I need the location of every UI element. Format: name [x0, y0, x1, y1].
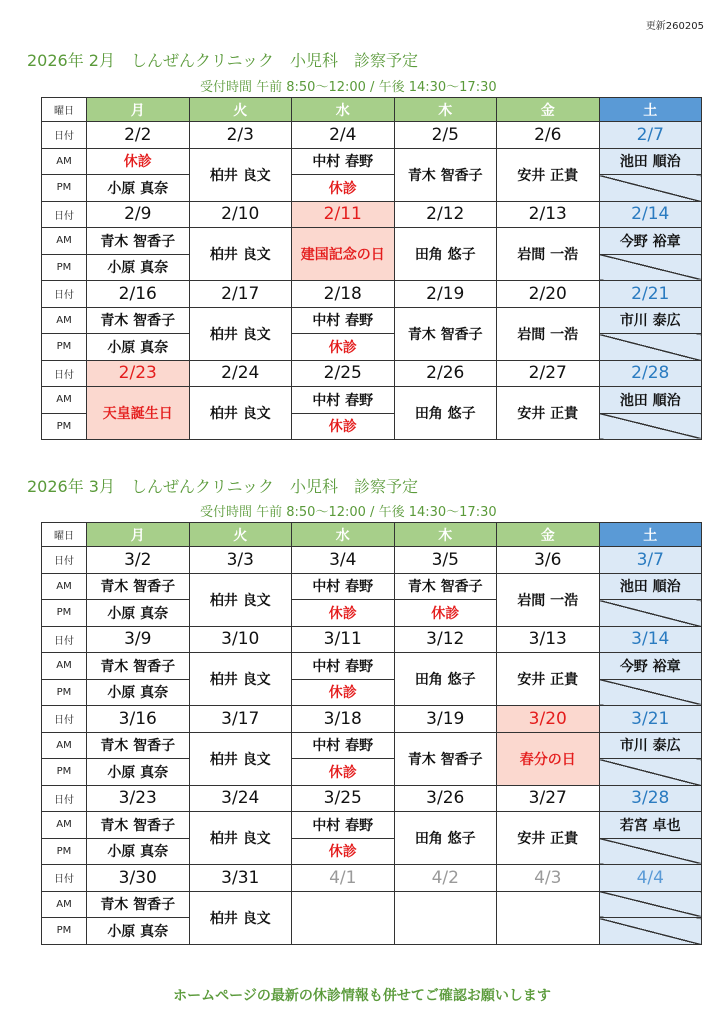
date-cell: 2/10 — [189, 201, 292, 228]
saturday-am-closed-slash — [599, 891, 702, 918]
date-cell: 3/9 — [87, 626, 190, 653]
date-row — [42, 122, 702, 149]
doctor-cell-saturday: 若宮 卓也 — [599, 812, 702, 839]
weekday-tue: 火 — [189, 523, 292, 547]
weekday-wed: 水 — [292, 523, 395, 547]
date-cell: 3/3 — [189, 547, 292, 574]
doctor-cell: 中村 春野 — [292, 732, 395, 759]
closed-cell: 休診 — [87, 148, 190, 175]
doctor-cell: 柏井 良文 — [189, 228, 292, 281]
doctor-cell: 小原 真奈 — [87, 254, 190, 281]
weekday-fri: 金 — [497, 523, 600, 547]
closed-cell: 休診 — [292, 679, 395, 706]
row-label-pm: PM — [42, 600, 87, 627]
closed-cell: 休診 — [292, 334, 395, 361]
am-row — [42, 307, 702, 334]
mar-schedule-table — [41, 522, 702, 945]
doctor-cell: 柏井 良文 — [189, 812, 292, 865]
date-cell: 3/12 — [394, 626, 497, 653]
doctor-cell-saturday: 今野 裕章 — [599, 228, 702, 255]
row-label-date: 日付 — [42, 122, 87, 149]
empty-cell — [497, 891, 600, 944]
mar-hours: 受付時間 午前 8:50～12:00 / 午後 14:30～17:30 — [200, 505, 497, 520]
saturday-pm-closed-slash — [599, 759, 702, 786]
date-cell: 3/25 — [292, 785, 395, 812]
feb-schedule-table — [41, 97, 702, 440]
weekday-sat: 土 — [599, 523, 702, 547]
date-cell: 2/3 — [189, 122, 292, 149]
date-cell: 3/2 — [87, 547, 190, 574]
closed-cell: 休診 — [394, 600, 497, 627]
doctor-cell-saturday: 市川 泰広 — [599, 307, 702, 334]
date-cell-holiday: 2/11 — [292, 201, 395, 228]
date-cell: 3/10 — [189, 626, 292, 653]
row-label-pm: PM — [42, 918, 87, 945]
doctor-cell: 柏井 良文 — [189, 573, 292, 626]
date-cell-saturday: 2/14 — [599, 201, 702, 228]
doctor-cell: 青木 智香子 — [87, 573, 190, 600]
date-row — [42, 281, 702, 308]
date-cell: 3/16 — [87, 706, 190, 733]
empty-cell — [292, 891, 395, 944]
doctor-cell: 青木 智香子 — [394, 148, 497, 201]
saturday-pm-closed-slash — [599, 679, 702, 706]
update-code: 更新260205 — [645, 21, 704, 32]
row-label-am: AM — [42, 732, 87, 759]
footer-notice: ホームページの最新の休診情報も併せてご確認お願いします — [173, 988, 551, 1004]
doctor-cell: 青木 智香子 — [87, 653, 190, 680]
doctor-cell: 青木 智香子 — [394, 307, 497, 360]
closed-cell: 休診 — [292, 413, 395, 440]
doctor-cell: 安井 正貴 — [497, 653, 600, 706]
row-label-date: 日付 — [42, 547, 87, 574]
date-cell: 3/6 — [497, 547, 600, 574]
pm-row — [42, 334, 702, 361]
date-cell: 3/5 — [394, 547, 497, 574]
am-row — [42, 387, 702, 414]
row-label-am: AM — [42, 653, 87, 680]
saturday-pm-closed-slash — [599, 600, 702, 627]
date-cell: 2/19 — [394, 281, 497, 308]
closed-cell: 休診 — [292, 175, 395, 202]
weekday-header-row — [42, 523, 702, 547]
date-cell-saturday: 2/21 — [599, 281, 702, 308]
date-cell: 3/11 — [292, 626, 395, 653]
date-cell: 2/5 — [394, 122, 497, 149]
date-cell-saturday: 3/7 — [599, 547, 702, 574]
weekday-header-row — [42, 98, 702, 122]
doctor-cell: 青木 智香子 — [87, 812, 190, 839]
date-cell: 3/26 — [394, 785, 497, 812]
date-cell: 3/4 — [292, 547, 395, 574]
doctor-cell: 青木 智香子 — [87, 732, 190, 759]
am-row — [42, 732, 702, 759]
date-cell: 3/30 — [87, 865, 190, 892]
weekday-sat: 土 — [599, 98, 702, 122]
doctor-cell-saturday: 池田 順治 — [599, 387, 702, 414]
doctor-cell-saturday: 池田 順治 — [599, 573, 702, 600]
am-row — [42, 812, 702, 839]
date-row — [42, 785, 702, 812]
row-label-date: 日付 — [42, 706, 87, 733]
row-label-pm: PM — [42, 334, 87, 361]
date-cell: 2/18 — [292, 281, 395, 308]
row-label-youbi: 曜日 — [42, 98, 87, 122]
date-cell: 3/31 — [189, 865, 292, 892]
doctor-cell: 中村 春野 — [292, 148, 395, 175]
row-label-pm: PM — [42, 254, 87, 281]
date-cell: 3/24 — [189, 785, 292, 812]
date-cell-next-month: 4/1 — [292, 865, 395, 892]
row-label-date: 日付 — [42, 865, 87, 892]
holiday-name-cell: 建国記念の日 — [292, 228, 395, 281]
doctor-cell: 青木 智香子 — [394, 573, 497, 600]
saturday-pm-closed-slash — [599, 334, 702, 361]
am-row — [42, 653, 702, 680]
date-cell-holiday: 3/20 — [497, 706, 600, 733]
holiday-name-cell: 天皇誕生日 — [87, 387, 190, 440]
date-row — [42, 547, 702, 574]
doctor-cell: 柏井 良文 — [189, 891, 292, 944]
closed-cell: 休診 — [292, 759, 395, 786]
doctor-cell: 小原 真奈 — [87, 175, 190, 202]
holiday-name-cell: 春分の日 — [497, 732, 600, 785]
doctor-cell-saturday: 池田 順治 — [599, 148, 702, 175]
doctor-cell: 岩間 一浩 — [497, 573, 600, 626]
doctor-cell: 中村 春野 — [292, 812, 395, 839]
date-row — [42, 201, 702, 228]
weekday-wed: 水 — [292, 98, 395, 122]
pm-row — [42, 838, 702, 865]
date-cell-saturday: 3/21 — [599, 706, 702, 733]
date-cell-saturday: 3/28 — [599, 785, 702, 812]
doctor-cell-saturday: 今野 裕章 — [599, 653, 702, 680]
date-cell: 3/27 — [497, 785, 600, 812]
row-label-date: 日付 — [42, 360, 87, 387]
doctor-cell: 中村 春野 — [292, 573, 395, 600]
date-cell-saturday: 2/28 — [599, 360, 702, 387]
row-label-date: 日付 — [42, 785, 87, 812]
date-cell: 3/23 — [87, 785, 190, 812]
row-label-date: 日付 — [42, 281, 87, 308]
date-row — [42, 706, 702, 733]
doctor-cell: 田角 悠子 — [394, 387, 497, 440]
date-cell-saturday-next-month: 4/4 — [599, 865, 702, 892]
doctor-cell: 小原 真奈 — [87, 600, 190, 627]
date-cell: 2/16 — [87, 281, 190, 308]
date-cell-next-month: 4/2 — [394, 865, 497, 892]
doctor-cell: 岩間 一浩 — [497, 307, 600, 360]
date-cell-holiday: 2/23 — [87, 360, 190, 387]
saturday-pm-closed-slash — [599, 175, 702, 202]
doctor-cell: 青木 智香子 — [87, 891, 190, 918]
date-row — [42, 626, 702, 653]
date-cell: 2/26 — [394, 360, 497, 387]
doctor-cell: 田角 悠子 — [394, 228, 497, 281]
date-cell-next-month: 4/3 — [497, 865, 600, 892]
doctor-cell: 安井 正貴 — [497, 812, 600, 865]
doctor-cell: 中村 春野 — [292, 387, 395, 414]
doctor-cell: 柏井 良文 — [189, 732, 292, 785]
doctor-cell: 小原 真奈 — [87, 918, 190, 945]
pm-row — [42, 600, 702, 627]
date-cell: 3/18 — [292, 706, 395, 733]
saturday-pm-closed-slash — [599, 838, 702, 865]
doctor-cell: 柏井 良文 — [189, 148, 292, 201]
doctor-cell: 青木 智香子 — [87, 228, 190, 255]
date-cell: 2/4 — [292, 122, 395, 149]
saturday-pm-closed-slash — [599, 413, 702, 440]
date-cell: 3/13 — [497, 626, 600, 653]
am-row — [42, 148, 702, 175]
mar-title: 2026年 3月 しんぜんクリニック 小児科 診察予定 — [27, 477, 419, 496]
row-label-pm: PM — [42, 413, 87, 440]
row-label-am: AM — [42, 891, 87, 918]
row-label-pm: PM — [42, 759, 87, 786]
doctor-cell: 柏井 良文 — [189, 307, 292, 360]
doctor-cell: 安井 正貴 — [497, 148, 600, 201]
weekday-mon: 月 — [87, 523, 190, 547]
row-label-am: AM — [42, 812, 87, 839]
row-label-am: AM — [42, 228, 87, 255]
feb-title: 2026年 2月 しんぜんクリニック 小児科 診察予定 — [27, 51, 419, 70]
weekday-tue: 火 — [189, 98, 292, 122]
doctor-cell: 岩間 一浩 — [497, 228, 600, 281]
weekday-mon: 月 — [87, 98, 190, 122]
doctor-cell: 青木 智香子 — [394, 732, 497, 785]
doctor-cell: 安井 正貴 — [497, 387, 600, 440]
closed-cell: 休診 — [292, 838, 395, 865]
row-label-youbi: 曜日 — [42, 523, 87, 547]
date-cell: 3/19 — [394, 706, 497, 733]
date-cell-saturday: 2/7 — [599, 122, 702, 149]
pm-row — [42, 759, 702, 786]
doctor-cell: 小原 真奈 — [87, 334, 190, 361]
date-cell: 2/6 — [497, 122, 600, 149]
date-cell: 2/17 — [189, 281, 292, 308]
row-label-date: 日付 — [42, 201, 87, 228]
row-label-am: AM — [42, 148, 87, 175]
weekday-fri: 金 — [497, 98, 600, 122]
empty-cell — [394, 891, 497, 944]
pm-row — [42, 679, 702, 706]
doctor-cell: 小原 真奈 — [87, 838, 190, 865]
doctor-cell: 柏井 良文 — [189, 387, 292, 440]
date-cell: 3/17 — [189, 706, 292, 733]
row-label-date: 日付 — [42, 626, 87, 653]
date-cell: 2/13 — [497, 201, 600, 228]
weekday-thu: 木 — [394, 523, 497, 547]
pm-row — [42, 175, 702, 202]
doctor-cell: 中村 春野 — [292, 653, 395, 680]
date-cell: 2/12 — [394, 201, 497, 228]
row-label-pm: PM — [42, 679, 87, 706]
am-row — [42, 891, 702, 918]
row-label-pm: PM — [42, 175, 87, 202]
closed-cell: 休診 — [292, 600, 395, 627]
doctor-cell-saturday: 市川 泰広 — [599, 732, 702, 759]
doctor-cell: 田角 悠子 — [394, 812, 497, 865]
date-row — [42, 865, 702, 892]
date-cell: 2/9 — [87, 201, 190, 228]
date-cell-saturday: 3/14 — [599, 626, 702, 653]
date-row — [42, 360, 702, 387]
am-row — [42, 228, 702, 255]
row-label-am: AM — [42, 387, 87, 414]
date-cell: 2/25 — [292, 360, 395, 387]
am-row — [42, 573, 702, 600]
date-cell: 2/20 — [497, 281, 600, 308]
doctor-cell: 田角 悠子 — [394, 653, 497, 706]
row-label-am: AM — [42, 573, 87, 600]
row-label-pm: PM — [42, 838, 87, 865]
doctor-cell: 青木 智香子 — [87, 307, 190, 334]
date-cell: 2/24 — [189, 360, 292, 387]
feb-hours: 受付時間 午前 8:50～12:00 / 午後 14:30～17:30 — [200, 80, 497, 95]
row-label-am: AM — [42, 307, 87, 334]
doctor-cell: 小原 真奈 — [87, 759, 190, 786]
weekday-thu: 木 — [394, 98, 497, 122]
doctor-cell: 柏井 良文 — [189, 653, 292, 706]
saturday-pm-closed-slash — [599, 918, 702, 945]
doctor-cell: 小原 真奈 — [87, 679, 190, 706]
doctor-cell: 中村 春野 — [292, 307, 395, 334]
date-cell: 2/2 — [87, 122, 190, 149]
saturday-pm-closed-slash — [599, 254, 702, 281]
date-cell: 2/27 — [497, 360, 600, 387]
